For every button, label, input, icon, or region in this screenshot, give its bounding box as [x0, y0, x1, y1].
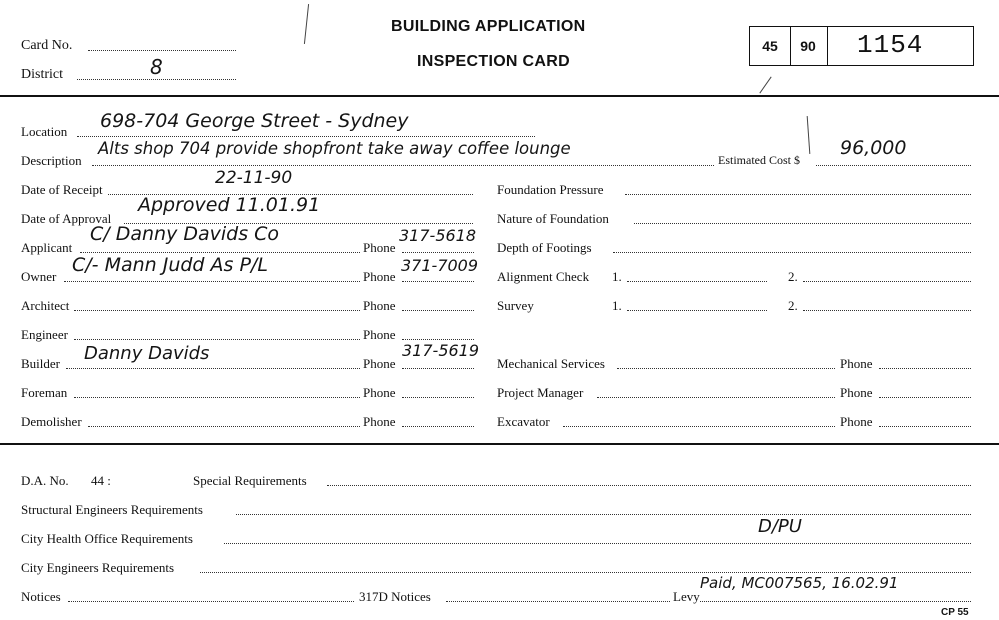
builder-label: Builder — [21, 356, 60, 371]
structural-engineers-label: Structural Engineers Requirements — [21, 502, 203, 517]
owner-field — [64, 281, 360, 282]
mechanical-services-field — [617, 368, 835, 369]
location-label: Location — [21, 124, 68, 139]
file-year-box — [789, 26, 828, 66]
card-no-field — [88, 50, 236, 51]
nature-of-foundation-label: Nature of Foundation — [497, 211, 609, 226]
builder-phone-label: Phone — [363, 356, 396, 371]
special-requirements-field — [327, 485, 971, 486]
file-prefix-box — [749, 26, 791, 66]
notices-field — [68, 601, 354, 602]
engineer-phone-label: Phone — [363, 327, 396, 342]
pen-mark — [759, 77, 771, 94]
owner-phone-field — [402, 281, 474, 282]
foreman-phone-field — [402, 397, 474, 398]
architect-phone-label: Phone — [363, 298, 396, 313]
applicant-phone-field — [402, 252, 474, 253]
header-divider — [0, 95, 999, 97]
city-engineers-field — [200, 572, 971, 573]
alignment-check-2-field — [803, 281, 971, 282]
district-value: 8 — [150, 55, 163, 79]
city-health-field — [224, 543, 971, 544]
district-field — [77, 79, 236, 80]
survey-1-field — [627, 310, 767, 311]
foreman-field — [74, 397, 360, 398]
mechanical-services-phone-label: Phone — [840, 356, 873, 371]
applicant-value: C/ Danny Davids Co — [90, 223, 280, 245]
alignment-check-1-label: 1. — [612, 269, 622, 284]
da-no-value: 44 : — [91, 473, 111, 488]
owner-phone-value: 371-7009 — [401, 256, 479, 275]
owner-label: Owner — [21, 269, 57, 284]
demolisher-field — [88, 426, 360, 427]
alignment-check-2-label: 2. — [788, 269, 798, 284]
applicant-phone-value: 317-5618 — [399, 226, 477, 245]
project-manager-field — [597, 397, 835, 398]
estimated-cost-field — [816, 165, 971, 166]
depth-of-footings-label: Depth of Footings — [497, 240, 592, 255]
foreman-phone-label: Phone — [363, 385, 396, 400]
builder-value: Danny Davids — [84, 343, 210, 364]
notices-317d-field — [446, 601, 670, 602]
builder-field — [66, 368, 360, 369]
description-label: Description — [21, 153, 82, 168]
date-of-receipt-label: Date of Receipt — [21, 182, 103, 197]
engineer-phone-field — [402, 339, 474, 340]
date-of-receipt-value: 22-11-90 — [215, 168, 293, 188]
foundation-pressure-field — [625, 194, 971, 195]
form-code: CP 55 — [941, 607, 969, 618]
notices-label: Notices — [21, 589, 61, 604]
depth-of-footings-field — [613, 252, 971, 253]
card-no-label: Card No. — [21, 38, 73, 53]
project-manager-phone-label: Phone — [840, 385, 873, 400]
city-health-label: City Health Office Requirements — [21, 531, 193, 546]
city-engineers-label: City Engineers Requirements — [21, 560, 175, 575]
card-title: BUILDING APPLICATION — [391, 18, 586, 35]
architect-field — [74, 310, 360, 311]
location-value: 698-704 George Street - Sydney — [100, 110, 409, 132]
alignment-check-label: Alignment Check — [497, 269, 590, 284]
card-subtitle: INSPECTION CARD — [417, 53, 570, 70]
architect-label: Architect — [21, 298, 70, 313]
engineer-field — [74, 339, 360, 340]
foundation-pressure-label: Foundation Pressure — [497, 182, 604, 197]
levy-value: Paid, MC007565, 16.02.91 — [700, 574, 899, 592]
excavator-field — [563, 426, 835, 427]
project-manager-label: Project Manager — [497, 385, 584, 400]
architect-phone-field — [402, 310, 474, 311]
estimated-cost-label: Estimated Cost $ — [718, 153, 800, 167]
survey-2-label: 2. — [788, 298, 798, 313]
nature-of-foundation-field — [634, 223, 971, 224]
project-manager-phone-field — [879, 397, 971, 398]
structural-engineers-field — [236, 514, 971, 515]
date-of-approval-value: Approved 11.01.91 — [138, 194, 321, 216]
excavator-phone-field — [879, 426, 971, 427]
applicant-phone-label: Phone — [363, 240, 396, 255]
notices-317d-label: 317D Notices — [359, 589, 431, 604]
levy-label: Levy — [673, 589, 700, 604]
description-field — [92, 165, 714, 166]
file-prefix: 45 — [762, 38, 778, 54]
pen-mark — [304, 4, 309, 44]
excavator-label: Excavator — [497, 414, 550, 429]
foreman-label: Foreman — [21, 385, 68, 400]
applicant-label: Applicant — [21, 240, 73, 255]
survey-1-label: 1. — [612, 298, 622, 313]
demolisher-phone-field — [402, 426, 474, 427]
demolisher-phone-label: Phone — [363, 414, 396, 429]
estimated-cost-value: 96,000 — [840, 137, 907, 159]
builder-phone-field — [402, 368, 474, 369]
applicant-field — [80, 252, 360, 253]
owner-phone-label: Phone — [363, 269, 396, 284]
file-year: 90 — [800, 38, 816, 54]
survey-label: Survey — [497, 298, 534, 313]
description-value: Alts shop 704 provide shopfront take away coffee lounge — [98, 139, 571, 159]
levy-field — [700, 601, 971, 602]
alignment-check-1-field — [627, 281, 767, 282]
demolisher-label: Demolisher — [21, 414, 82, 429]
mechanical-services-phone-field — [879, 368, 971, 369]
special-requirements-label: Special Requirements — [193, 473, 307, 488]
card-number: 1154 — [857, 30, 924, 60]
engineer-label: Engineer — [21, 327, 68, 342]
date-of-approval-label: Date of Approval — [21, 211, 112, 226]
survey-2-field — [803, 310, 971, 311]
builder-phone-value: 317-5619 — [402, 341, 480, 360]
district-label: District — [21, 67, 63, 82]
lower-divider — [0, 443, 999, 445]
pen-mark — [807, 116, 811, 154]
city-health-value: D/PU — [758, 516, 802, 537]
da-no-label: D.A. No. — [21, 473, 69, 488]
owner-value: C/- Mann Judd As P/L — [72, 254, 268, 276]
excavator-phone-label: Phone — [840, 414, 873, 429]
location-field — [77, 136, 535, 137]
mechanical-services-label: Mechanical Services — [497, 356, 605, 371]
